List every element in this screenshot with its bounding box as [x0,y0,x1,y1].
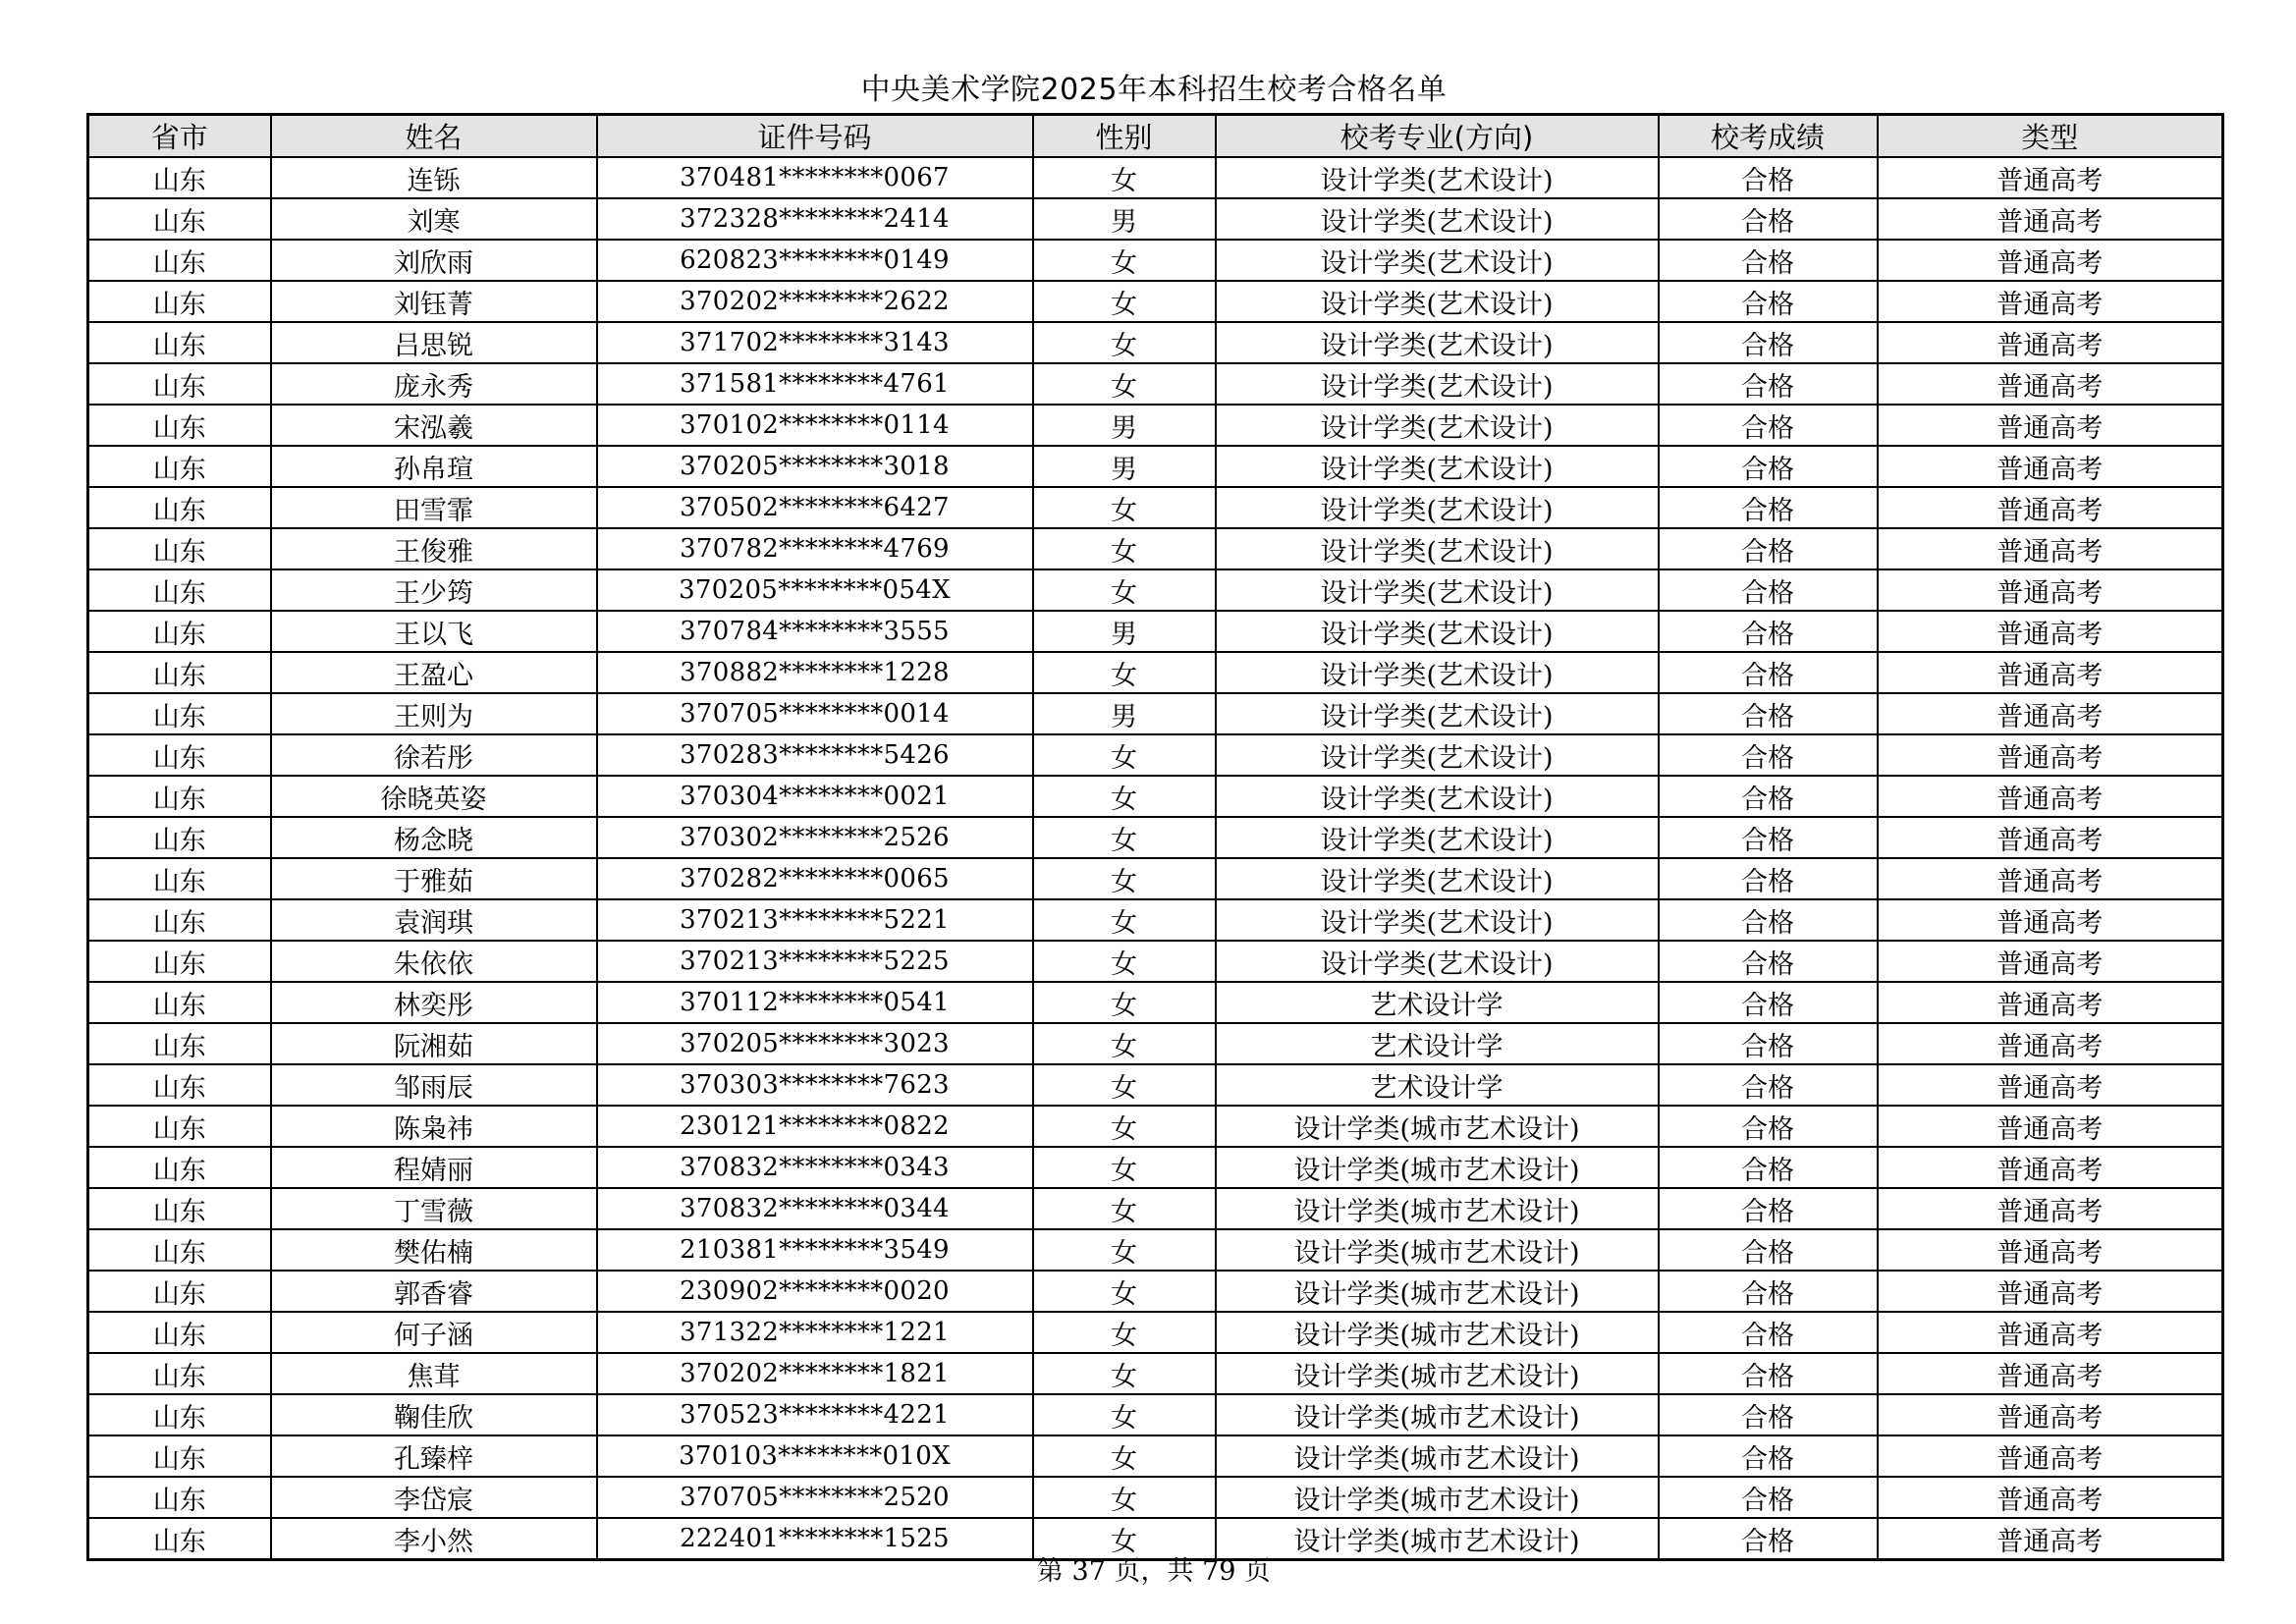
table-row [88,693,2223,734]
major-cell: 设计学类(艺术设计) [1216,198,1659,240]
gender-cell: 女 [1033,1106,1216,1147]
type-cell: 普通高考 [1878,1023,2223,1064]
result-cell: 合格 [1659,652,1878,693]
province-cell: 山东 [88,198,271,240]
province-cell: 山东 [88,817,271,858]
province-cell: 山东 [88,858,271,899]
gender-cell: 女 [1033,1435,1216,1477]
table-row [88,569,2223,611]
table-row [88,528,2223,569]
province-cell: 山东 [88,1271,271,1312]
header-row [88,115,2223,158]
name-cell: 李小然 [271,1518,597,1560]
id-number-cell: 230902********0020 [597,1271,1033,1312]
name-cell: 刘寒 [271,198,597,240]
id-number-cell: 230121********0822 [597,1106,1033,1147]
gender-cell: 女 [1033,1518,1216,1560]
type-cell: 普通高考 [1878,528,2223,569]
type-cell: 普通高考 [1878,652,2223,693]
type-cell: 普通高考 [1878,363,2223,405]
province-cell: 山东 [88,1312,271,1353]
id-number-cell: 620823********0149 [597,240,1033,281]
result-cell: 合格 [1659,611,1878,652]
table-row [88,446,2223,487]
result-cell: 合格 [1659,1394,1878,1435]
gender-cell: 男 [1033,446,1216,487]
province-cell: 山东 [88,776,271,817]
table-row [88,1271,2223,1312]
table-row [88,405,2223,446]
type-cell: 普通高考 [1878,198,2223,240]
gender-cell: 女 [1033,528,1216,569]
id-number-cell: 372328********2414 [597,198,1033,240]
result-cell: 合格 [1659,405,1878,446]
gender-cell: 女 [1033,817,1216,858]
result-cell: 合格 [1659,487,1878,528]
gender-cell: 女 [1033,363,1216,405]
province-cell: 山东 [88,405,271,446]
result-cell: 合格 [1659,776,1878,817]
major-cell: 艺术设计学 [1216,1023,1659,1064]
name-cell: 吕思锐 [271,322,597,363]
id-number-cell: 370502********6427 [597,487,1033,528]
column-header-result: 校考成绩 [1659,115,1878,158]
name-cell: 阮湘茹 [271,1023,597,1064]
type-cell: 普通高考 [1878,1106,2223,1147]
type-cell: 普通高考 [1878,1188,2223,1229]
table-row [88,1147,2223,1188]
id-number-cell: 370205********3023 [597,1023,1033,1064]
name-cell: 连铄 [271,157,597,198]
province-cell: 山东 [88,157,271,198]
major-cell: 设计学类(艺术设计) [1216,322,1659,363]
type-cell: 普通高考 [1878,240,2223,281]
table-row [88,281,2223,322]
major-cell: 设计学类(艺术设计) [1216,446,1659,487]
type-cell: 普通高考 [1878,817,2223,858]
gender-cell: 女 [1033,487,1216,528]
result-cell: 合格 [1659,1229,1878,1271]
name-cell: 于雅茹 [271,858,597,899]
result-cell: 合格 [1659,982,1878,1023]
result-cell: 合格 [1659,1023,1878,1064]
gender-cell: 女 [1033,734,1216,776]
gender-cell: 女 [1033,1229,1216,1271]
province-cell: 山东 [88,899,271,941]
table-row [88,363,2223,405]
name-cell: 刘钰菁 [271,281,597,322]
id-number-cell: 370481********0067 [597,157,1033,198]
result-cell: 合格 [1659,363,1878,405]
gender-cell: 女 [1033,240,1216,281]
name-cell: 李岱宸 [271,1477,597,1518]
table-row [88,157,2223,198]
name-cell: 林奕彤 [271,982,597,1023]
gender-cell: 女 [1033,281,1216,322]
name-cell: 袁润琪 [271,899,597,941]
id-number-cell: 370882********1228 [597,652,1033,693]
major-cell: 设计学类(艺术设计) [1216,652,1659,693]
type-cell: 普通高考 [1878,1229,2223,1271]
type-cell: 普通高考 [1878,734,2223,776]
major-cell: 设计学类(艺术设计) [1216,528,1659,569]
type-cell: 普通高考 [1878,1435,2223,1477]
type-cell: 普通高考 [1878,1518,2223,1560]
result-cell: 合格 [1659,817,1878,858]
result-cell: 合格 [1659,528,1878,569]
province-cell: 山东 [88,1064,271,1106]
table-row [88,1106,2223,1147]
type-cell: 普通高考 [1878,1394,2223,1435]
major-cell: 设计学类(城市艺术设计) [1216,1188,1659,1229]
table-body [88,157,2223,1560]
province-cell: 山东 [88,611,271,652]
gender-cell: 男 [1033,405,1216,446]
id-number-cell: 370102********0114 [597,405,1033,446]
result-cell: 合格 [1659,858,1878,899]
id-number-cell: 370832********0344 [597,1188,1033,1229]
province-cell: 山东 [88,1353,271,1394]
id-number-cell: 370213********5221 [597,899,1033,941]
name-cell: 宋泓羲 [271,405,597,446]
result-cell: 合格 [1659,1353,1878,1394]
admission-roster-table [86,113,2224,1561]
column-header-major: 校考专业(方向) [1216,115,1659,158]
gender-cell: 女 [1033,858,1216,899]
column-header-name: 姓名 [271,115,597,158]
name-cell: 王则为 [271,693,597,734]
province-cell: 山东 [88,1435,271,1477]
name-cell: 徐晓英姿 [271,776,597,817]
gender-cell: 女 [1033,1147,1216,1188]
province-cell: 山东 [88,1394,271,1435]
table-header [88,115,2223,158]
result-cell: 合格 [1659,1435,1878,1477]
major-cell: 设计学类(艺术设计) [1216,363,1659,405]
id-number-cell: 370205********3018 [597,446,1033,487]
id-number-cell: 370303********7623 [597,1064,1033,1106]
id-number-cell: 370705********2520 [597,1477,1033,1518]
province-cell: 山东 [88,363,271,405]
province-cell: 山东 [88,652,271,693]
type-cell: 普通高考 [1878,1353,2223,1394]
id-number-cell: 222401********1525 [597,1518,1033,1560]
table-row [88,1477,2223,1518]
id-number-cell: 370202********2622 [597,281,1033,322]
province-cell: 山东 [88,1023,271,1064]
name-cell: 孔臻梓 [271,1435,597,1477]
column-header-gender: 性别 [1033,115,1216,158]
name-cell: 王少筠 [271,569,597,611]
major-cell: 设计学类(城市艺术设计) [1216,1271,1659,1312]
major-cell: 设计学类(城市艺术设计) [1216,1477,1659,1518]
id-number-cell: 370782********4769 [597,528,1033,569]
gender-cell: 女 [1033,652,1216,693]
major-cell: 设计学类(城市艺术设计) [1216,1312,1659,1353]
major-cell: 设计学类(城市艺术设计) [1216,1518,1659,1560]
table-row [88,1435,2223,1477]
type-cell: 普通高考 [1878,157,2223,198]
province-cell: 山东 [88,982,271,1023]
type-cell: 普通高考 [1878,693,2223,734]
name-cell: 王俊雅 [271,528,597,569]
type-cell: 普通高考 [1878,322,2223,363]
name-cell: 王盈心 [271,652,597,693]
major-cell: 设计学类(艺术设计) [1216,569,1659,611]
page-number-footer: 第 37 页，共 79 页 [1036,1556,1272,1587]
name-cell: 刘欣雨 [271,240,597,281]
name-cell: 徐若彤 [271,734,597,776]
province-cell: 山东 [88,1477,271,1518]
gender-cell: 女 [1033,1188,1216,1229]
major-cell: 设计学类(艺术设计) [1216,941,1659,982]
result-cell: 合格 [1659,899,1878,941]
id-number-cell: 370784********3555 [597,611,1033,652]
gender-cell: 女 [1033,322,1216,363]
table-row [88,858,2223,899]
name-cell: 王以飞 [271,611,597,652]
result-cell: 合格 [1659,322,1878,363]
result-cell: 合格 [1659,198,1878,240]
table-row [88,817,2223,858]
gender-cell: 男 [1033,611,1216,652]
result-cell: 合格 [1659,1106,1878,1147]
type-cell: 普通高考 [1878,1312,2223,1353]
major-cell: 设计学类(城市艺术设计) [1216,1229,1659,1271]
major-cell: 设计学类(艺术设计) [1216,776,1659,817]
major-cell: 设计学类(艺术设计) [1216,734,1659,776]
province-cell: 山东 [88,487,271,528]
province-cell: 山东 [88,1147,271,1188]
type-cell: 普通高考 [1878,776,2223,817]
id-number-cell: 370205********054X [597,569,1033,611]
gender-cell: 女 [1033,1477,1216,1518]
province-cell: 山东 [88,322,271,363]
province-cell: 山东 [88,693,271,734]
table-row [88,1023,2223,1064]
table-row [88,982,2223,1023]
name-cell: 何子涵 [271,1312,597,1353]
table-row [88,941,2223,982]
table-row [88,1064,2223,1106]
name-cell: 郭香睿 [271,1271,597,1312]
table-row [88,198,2223,240]
id-number-cell: 370283********5426 [597,734,1033,776]
type-cell: 普通高考 [1878,1147,2223,1188]
table-row [88,652,2223,693]
table-row [88,1312,2223,1353]
gender-cell: 女 [1033,1023,1216,1064]
name-cell: 樊佑楠 [271,1229,597,1271]
type-cell: 普通高考 [1878,1477,2223,1518]
name-cell: 朱依依 [271,941,597,982]
result-cell: 合格 [1659,569,1878,611]
result-cell: 合格 [1659,1477,1878,1518]
id-number-cell: 210381********3549 [597,1229,1033,1271]
id-number-cell: 371581********4761 [597,363,1033,405]
type-cell: 普通高考 [1878,899,2223,941]
id-number-cell: 371702********3143 [597,322,1033,363]
major-cell: 设计学类(艺术设计) [1216,817,1659,858]
major-cell: 设计学类(城市艺术设计) [1216,1147,1659,1188]
table-row [88,1394,2223,1435]
gender-cell: 女 [1033,1271,1216,1312]
gender-cell: 女 [1033,982,1216,1023]
type-cell: 普通高考 [1878,858,2223,899]
column-header-type: 类型 [1878,115,2223,158]
result-cell: 合格 [1659,693,1878,734]
gender-cell: 女 [1033,941,1216,982]
id-number-cell: 370832********0343 [597,1147,1033,1188]
column-header-province: 省市 [88,115,271,158]
province-cell: 山东 [88,1518,271,1560]
result-cell: 合格 [1659,240,1878,281]
gender-cell: 女 [1033,1312,1216,1353]
major-cell: 设计学类(城市艺术设计) [1216,1435,1659,1477]
type-cell: 普通高考 [1878,446,2223,487]
id-number-cell: 370523********4221 [597,1394,1033,1435]
major-cell: 设计学类(艺术设计) [1216,281,1659,322]
table-row [88,1188,2223,1229]
result-cell: 合格 [1659,1188,1878,1229]
major-cell: 设计学类(艺术设计) [1216,240,1659,281]
column-header-id-number: 证件号码 [597,115,1033,158]
major-cell: 设计学类(艺术设计) [1216,858,1659,899]
gender-cell: 女 [1033,1394,1216,1435]
result-cell: 合格 [1659,1064,1878,1106]
province-cell: 山东 [88,240,271,281]
table-row [88,1229,2223,1271]
name-cell: 田雪霏 [271,487,597,528]
result-cell: 合格 [1659,1271,1878,1312]
result-cell: 合格 [1659,1312,1878,1353]
id-number-cell: 370202********1821 [597,1353,1033,1394]
major-cell: 设计学类(艺术设计) [1216,157,1659,198]
major-cell: 设计学类(艺术设计) [1216,487,1659,528]
gender-cell: 男 [1033,693,1216,734]
type-cell: 普通高考 [1878,487,2223,528]
province-cell: 山东 [88,1229,271,1271]
table-row [88,322,2223,363]
name-cell: 陈枭祎 [271,1106,597,1147]
type-cell: 普通高考 [1878,941,2223,982]
province-cell: 山东 [88,941,271,982]
major-cell: 设计学类(艺术设计) [1216,899,1659,941]
major-cell: 设计学类(艺术设计) [1216,405,1659,446]
type-cell: 普通高考 [1878,569,2223,611]
id-number-cell: 370282********0065 [597,858,1033,899]
result-cell: 合格 [1659,1147,1878,1188]
name-cell: 杨念晓 [271,817,597,858]
id-number-cell: 370304********0021 [597,776,1033,817]
gender-cell: 女 [1033,157,1216,198]
province-cell: 山东 [88,1106,271,1147]
id-number-cell: 371322********1221 [597,1312,1033,1353]
gender-cell: 女 [1033,899,1216,941]
table-row [88,487,2223,528]
name-cell: 庞永秀 [271,363,597,405]
result-cell: 合格 [1659,1518,1878,1560]
province-cell: 山东 [88,734,271,776]
id-number-cell: 370112********0541 [597,982,1033,1023]
major-cell: 艺术设计学 [1216,982,1659,1023]
name-cell: 邹雨辰 [271,1064,597,1106]
table-row [88,611,2223,652]
type-cell: 普通高考 [1878,982,2223,1023]
major-cell: 设计学类(城市艺术设计) [1216,1106,1659,1147]
province-cell: 山东 [88,1188,271,1229]
document-title: 中央美术学院2025年本科招生校考合格名单 [860,73,1448,107]
result-cell: 合格 [1659,157,1878,198]
gender-cell: 女 [1033,1353,1216,1394]
gender-cell: 女 [1033,569,1216,611]
name-cell: 焦茸 [271,1353,597,1394]
table-row [88,734,2223,776]
major-cell: 艺术设计学 [1216,1064,1659,1106]
type-cell: 普通高考 [1878,1271,2223,1312]
table-row [88,240,2223,281]
province-cell: 山东 [88,528,271,569]
name-cell: 丁雪薇 [271,1188,597,1229]
id-number-cell: 370302********2526 [597,817,1033,858]
name-cell: 鞠佳欣 [271,1394,597,1435]
type-cell: 普通高考 [1878,405,2223,446]
province-cell: 山东 [88,446,271,487]
result-cell: 合格 [1659,446,1878,487]
id-number-cell: 370213********5225 [597,941,1033,982]
major-cell: 设计学类(城市艺术设计) [1216,1394,1659,1435]
province-cell: 山东 [88,569,271,611]
major-cell: 设计学类(艺术设计) [1216,611,1659,652]
table-row [88,899,2223,941]
table-row [88,776,2223,817]
province-cell: 山东 [88,281,271,322]
major-cell: 设计学类(城市艺术设计) [1216,1353,1659,1394]
gender-cell: 男 [1033,198,1216,240]
table-row [88,1353,2223,1394]
name-cell: 程婧丽 [271,1147,597,1188]
name-cell: 孙帛瑄 [271,446,597,487]
gender-cell: 女 [1033,1064,1216,1106]
result-cell: 合格 [1659,281,1878,322]
result-cell: 合格 [1659,734,1878,776]
type-cell: 普通高考 [1878,611,2223,652]
type-cell: 普通高考 [1878,1064,2223,1106]
major-cell: 设计学类(艺术设计) [1216,693,1659,734]
result-cell: 合格 [1659,941,1878,982]
type-cell: 普通高考 [1878,281,2223,322]
gender-cell: 女 [1033,776,1216,817]
id-number-cell: 370103********010X [597,1435,1033,1477]
id-number-cell: 370705********0014 [597,693,1033,734]
